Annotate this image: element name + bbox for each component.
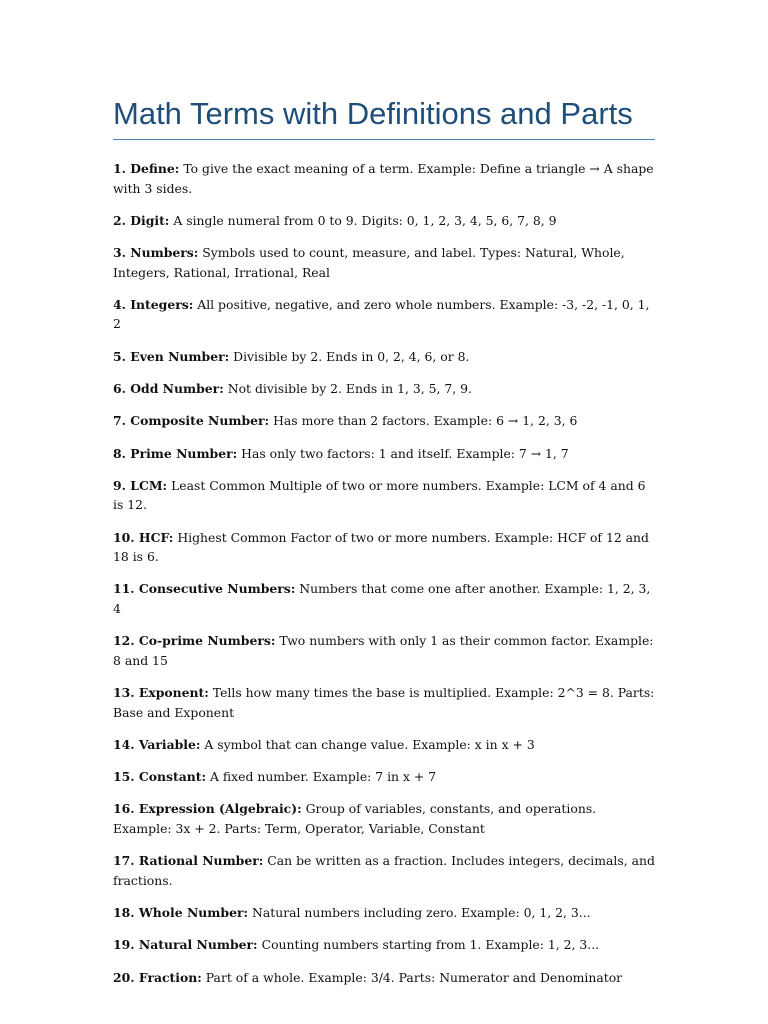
term-name: 6. Odd Number: bbox=[113, 380, 224, 396]
term-name: 7. Composite Number: bbox=[113, 413, 270, 429]
term-name: 5. Even Number: bbox=[113, 348, 230, 364]
term-name: 10. HCF: bbox=[113, 529, 174, 545]
term-name: 20. Fraction: bbox=[113, 969, 202, 985]
term-name: 15. Constant: bbox=[113, 769, 207, 785]
term-item bbox=[113, 903, 655, 923]
term-item bbox=[113, 411, 655, 431]
term-item bbox=[113, 211, 655, 231]
term-item bbox=[113, 159, 655, 198]
term-definition: Part of a whole. Example: 3/4. Parts: Numerator and Denominator bbox=[205, 969, 623, 985]
term-item bbox=[113, 476, 655, 515]
terms-list bbox=[113, 159, 655, 987]
term-definition: Has only two factors: 1 and itself. Example: 7 → 1, 7 bbox=[241, 445, 569, 461]
term-definition: Group of variables, constants, and operations. Example: 3x + 2. Parts: Term, Operator, Variable, Constant bbox=[113, 801, 597, 836]
term-name: 3. Numbers: bbox=[113, 245, 199, 261]
term-item bbox=[113, 243, 655, 282]
term-name: 13. Exponent: bbox=[113, 685, 209, 701]
term-item bbox=[113, 735, 655, 755]
term-name: 19. Natural Number: bbox=[113, 937, 258, 953]
term-definition: A fixed number. Example: 7 in x + 7 bbox=[210, 769, 437, 785]
term-name: 18. Whole Number: bbox=[113, 905, 249, 921]
term-definition: Numbers that come one after another. Example: 1, 2, 3, 4 bbox=[113, 581, 651, 616]
term-name: 1. Define: bbox=[113, 161, 180, 176]
term-item bbox=[113, 347, 655, 367]
term-name: 2. Digit: bbox=[113, 212, 170, 228]
term-item bbox=[113, 968, 655, 988]
term-item bbox=[113, 528, 655, 567]
term-definition: Can be written as a fraction. Includes integers, decimals, and fractions. bbox=[113, 853, 655, 888]
term-name: 14. Variable: bbox=[113, 736, 201, 752]
term-item bbox=[113, 767, 655, 787]
document-page bbox=[113, 0, 655, 1000]
term-definition: A single numeral from 0 to 9. Digits: 0, 1, 2, 3, 4, 5, 6, 7, 8, 9 bbox=[173, 212, 557, 228]
term-item bbox=[113, 379, 655, 399]
term-definition: Not divisible by 2. Ends in 1, 3, 5, 7, 9. bbox=[227, 380, 472, 396]
term-item bbox=[113, 683, 655, 722]
term-definition: Tells how many times the base is multiplied. Example: 2^3 = 8. Parts: Base and Exponent bbox=[113, 685, 655, 720]
term-name: 17. Rational Number: bbox=[113, 853, 264, 869]
term-name: 4. Integers: bbox=[113, 296, 194, 312]
term-definition: Two numbers with only 1 as their common factor. Example: 8 and 15 bbox=[113, 633, 654, 668]
term-name: 11. Consecutive Numbers: bbox=[113, 581, 296, 597]
term-definition: Highest Common Factor of two or more numbers. Example: HCF of 12 and 18 is 6. bbox=[113, 529, 649, 565]
term-item bbox=[113, 935, 655, 955]
term-item bbox=[113, 444, 655, 464]
term-definition: A symbol that can change value. Example: x in x + 3 bbox=[204, 736, 535, 752]
term-name: 16. Expression (Algebraic): bbox=[113, 801, 302, 817]
term-item bbox=[113, 851, 655, 890]
term-definition: Divisible by 2. Ends in 0, 2, 4, 6, or 8. bbox=[233, 348, 470, 364]
term-item bbox=[113, 295, 655, 334]
term-definition: Counting numbers starting from 1. Example: 1, 2, 3... bbox=[261, 937, 600, 953]
title-underline bbox=[113, 139, 655, 140]
term-definition: Has more than 2 factors. Example: 6 → 1, 2, 3, 6 bbox=[273, 413, 578, 429]
term-definition: Natural numbers including zero. Example: 0, 1, 2, 3... bbox=[252, 905, 591, 921]
term-item bbox=[113, 799, 655, 838]
term-item bbox=[113, 579, 655, 618]
term-definition: To give the exact meaning of a term. Example: Define a triangle → A shape with 3 sides. bbox=[113, 161, 654, 196]
document-title: Math Terms with Definitions and Parts bbox=[113, 96, 633, 131]
term-name: 12. Co-prime Numbers: bbox=[113, 633, 276, 649]
term-definition: All positive, negative, and zero whole numbers. Example: -3, -2, -1, 0, 1, 2 bbox=[113, 296, 650, 332]
term-definition: Least Common Multiple of two or more numbers. Example: LCM of 4 and 6 is 12. bbox=[113, 477, 646, 513]
term-definition: Symbols used to count, measure, and label. Types: Natural, Whole, Integers, Rational, Irrational, Real bbox=[113, 245, 625, 280]
term-name: 9. LCM: bbox=[113, 477, 168, 493]
term-item bbox=[113, 631, 655, 670]
term-name: 8. Prime Number: bbox=[113, 445, 238, 461]
